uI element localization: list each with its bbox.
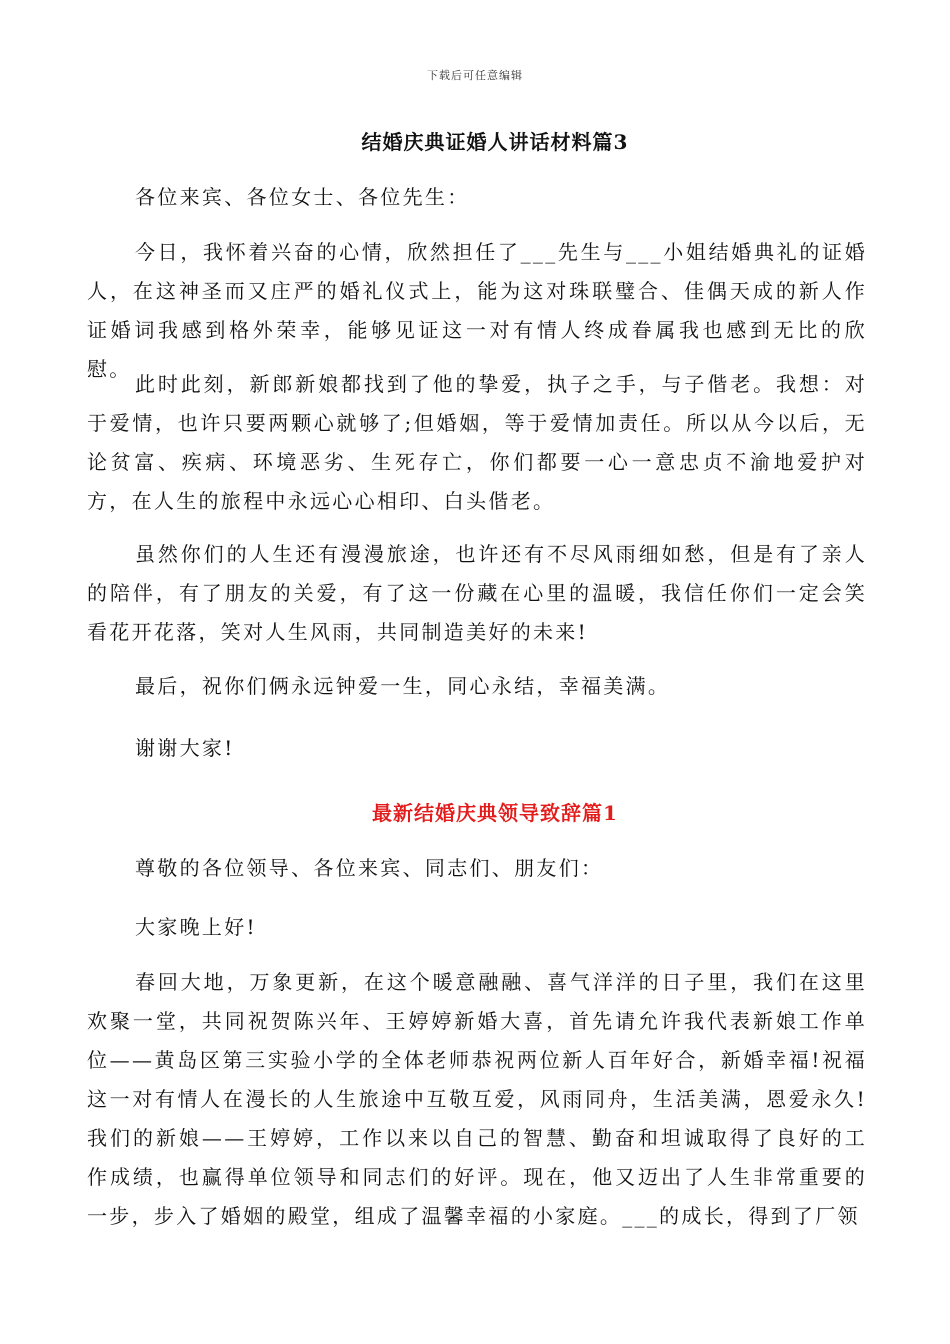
section-2-paragraph-2: 大家晚上好! [135,915,257,939]
section-1-paragraph-2: 今日，我怀着兴奋的心情，欣然担任了___先生与___小姐结婚典礼的证婚人，在这神圣而又庄严的婚礼仪式上，能为这对珠联璧合、佳偶天成的新人作证婚词我感到格外荣幸，能够见证这一对有情人终成眷属我也感到无比的欣慰。 [87,240,867,381]
section-1-title: 结婚庆典证婚人讲话材料篇3 [361,130,629,154]
header-note: 下载后可任意编辑 [427,69,523,82]
section-1-paragraph-4: 虽然你们的人生还有漫漫旅途，也许还有不尽风雨细如愁，但是有了亲人的陪伴，有了朋友的关爱，有了这一份藏在心里的温暖，我信任你们一定会笑看花开花落，笑对人生风雨，共同制造美好的未来! [87,542,867,644]
section-2-paragraph-1: 尊敬的各位领导、各位来宾、同志们、朋友们： [135,856,604,880]
section-1-paragraph-3: 此时此刻，新郎新娘都找到了他的挚爱，执子之手，与子偕老。我想：对于爱情，也许只要两颗心就够了;但婚姻，等于爱情加责任。所以从今以后，无论贫富、疾病、环境恶劣、生死存亡，你们都要一心一意忠贞不渝地爱护对方，在人生的旅程中永远心心相印、白头偕老。 [87,372,867,513]
section-1-paragraph-1: 各位来宾、各位女士、各位先生： [135,185,470,209]
section-1-paragraph-5: 最后，祝你们俩永远钟爱一生，同心永结，幸福美满。 [135,674,671,698]
section-1-paragraph-6: 谢谢大家! [135,736,235,760]
section-2-paragraph-3: 春回大地，万象更新，在这个暖意融融、喜气洋洋的日子里，我们在这里欢聚一堂，共同祝贺陈兴年、王婷婷新婚大喜，首先请允许我代表新娘工作单位——黄岛区第三实验小学的全体老师恭祝两位新人百年好合，新婚幸福!祝福这一对有情人在漫长的人生旅途中互敬互爱，风雨同舟，生活美满，恩爱永久!我们的新娘——王婷婷，工作以来以自己的智慧、勤奋和坦诚取得了良好的工作成绩，也赢得单位领导和同志们的好评。现在，他又迈出了人生非常重要的一步，步入了婚姻的殿堂，组成了温馨幸福的小家庭。___的成长，得到了厂领 [87,970,867,1228]
section-2-title: 最新结婚庆典领导致辞篇1 [372,801,618,825]
